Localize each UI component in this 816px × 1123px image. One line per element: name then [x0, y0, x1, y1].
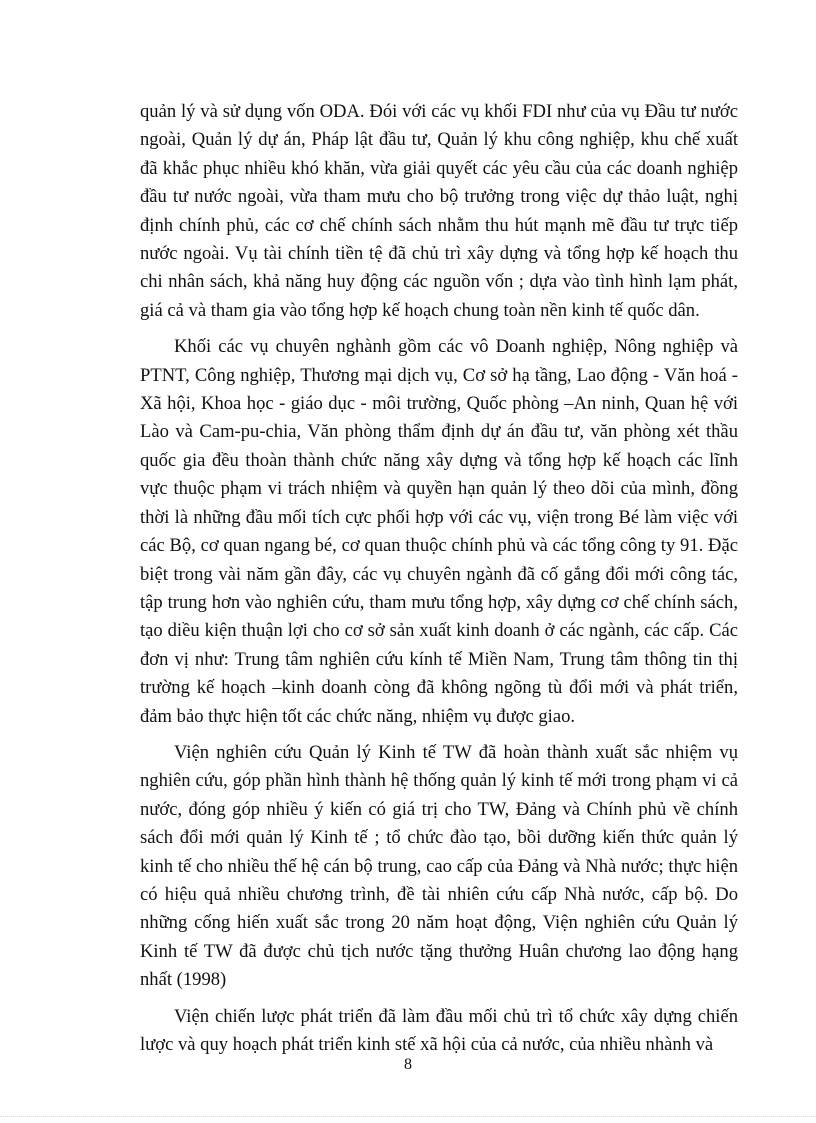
- paragraph-specialized-departments: Khối các vụ chuyên nghành gồm các vô Doanh nghiệp, Nông nghiệp và PTNT, Công nghiệp, Thương mại dịch vụ, Cơ sở hạ tầng, Lao động - Văn hoá - Xã hội, Khoa học - giáo dục - môi trường, Quốc phòng –An ninh, Quan hệ với Lào và Cam-pu-chia, Văn phòng thẩm định dự án đầu tư, văn phòng xét thầu quốc gia đều thoàn thành chức năng xây dựng và tổng hợp kế hoạch các lĩnh vực thuộc phạm vi trách nhiệm và quyền hạn quản lý theo dõi của mình, đồng thời là những đầu mối tích cực phối hợp với các vụ, viện trong Bé làm việc với các Bộ, cơ quan ngang bé, cơ quan thuộc chính phủ và các tổng công ty 91. Đặc biệt trong vài năm gần đây, các vụ chuyên ngành đã cố gắng đổi mới công tác, tập trung hơn vào nghiên cứu, tham mưu tổng hợp, xây dựng cơ chế chính sách, tạo diều kiện thuận lợi cho cơ sở sản xuất kinh doanh ở các ngành, các cấp. Các đơn vị như: Trung tâm nghiên cứu kính tế Miền Nam, Trung tâm thông tin thị trường kế hoạch –kinh doanh còng đã không ngõng tù đổi mới và phát triển, đảm bảo thực hiện tốt các chức năng, nhiệm vụ được giao.: [140, 336, 738, 727]
- paragraph-oda-fdi: quản lý và sử dụng vốn ODA. Đói với các vụ khối FDI như của vụ Đầu tư nước ngoài, Quản lý dự án, Pháp lật đầu tư, Quản lý khu công nghiệp, khu chế xuất đã khắc phục nhiều khó khăn, vừa giải quyết các yêu cầu của các doanh nghiệp đầu tư nước ngoài, vừa tham mưu cho bộ trưởng trong việc dự thảo luật, nghị định chính phủ, các cơ chế chính sách nhằm thu hút mạnh mẽ đầu tư trực tiếp nước ngoài. Vụ tài chính tiền tệ đã chủ trì xây dựng và tổng hợp kế hoạch thu chi nhân sách, khả năng huy động các nguồn vốn ; dựa vào tình hình lạm phát, giá cả và tham gia vào tổng hợp kế hoạch chung toàn nền kinh tế quốc dân.: [140, 101, 738, 321]
- paragraph-development-strategy-institute: Viện chiến lược phát triển đã làm đầu mối chủ trì tổ chức xây dựng chiến lược và quy hoạch phát triển kinh stế xã hội của cả nước, của nhiều nhành và: [140, 1005, 738, 1055]
- paragraph-economic-management-institute: Viện nghiên cứu Quản lý Kinh tế TW đã hoàn thành xuất sắc nhiệm vụ nghiên cứu, góp phần hình thành hệ thống quản lý kinh tế mới trong phạm vi cả nước, đóng góp nhiều ý kiến có giá trị cho TW, Đảng và Chính phủ về chính sách đổi mới quản lý Kinh tế ; tổ chức đào tạo, bồi dưỡng kiến thức quản lý kinh tế cho nhiều thế hệ cán bộ trung, cao cấp của Đảng và Nhà nước; thực hiện có hiệu quả nhiều chương trình, đề tài nhiên cứu cấp Nhà nước, cấp bộ. Do những cống hiến xuất sắc trong 20 năm hoạt động, Viện nghiên cứu Quản lý Kinh tế TW đã được chủ tịch nước tặng thưởng Huân chương lao động hạng nhất (1998): [140, 741, 738, 991]
- page-number: 8: [404, 1056, 412, 1073]
- page-bottom-divider: [0, 1116, 816, 1117]
- document-body: [140, 98, 738, 1067]
